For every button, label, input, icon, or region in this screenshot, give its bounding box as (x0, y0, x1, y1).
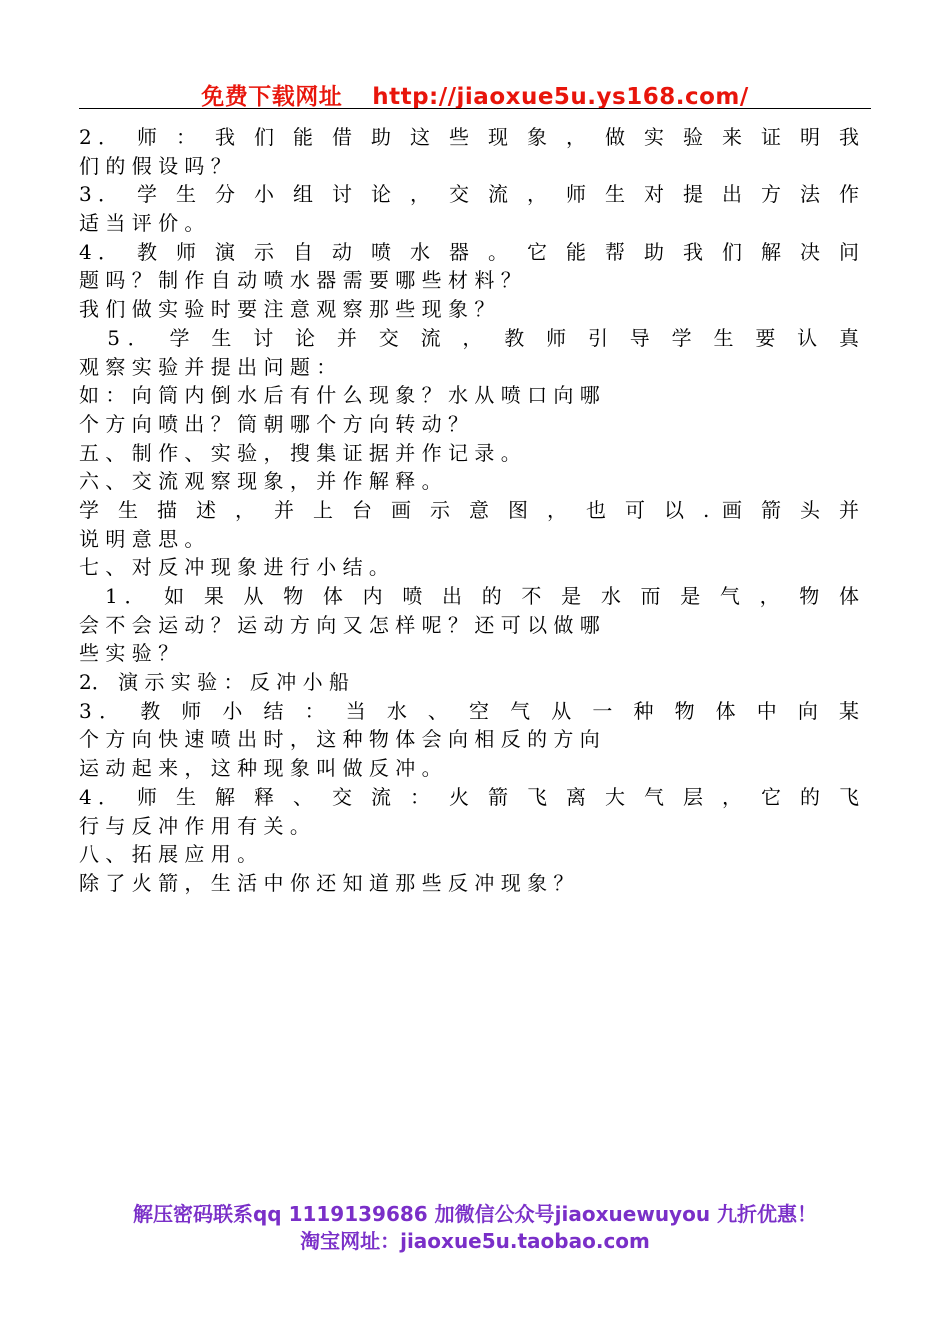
text-line (79, 840, 859, 869)
download-header (0, 78, 950, 111)
text-line-content: 行 与 反 冲 作 用 有 关 。 (79, 813, 310, 838)
text-line-content: 运 动 起 来 ， 这 种 现 象 叫 做 反 冲 。 (79, 756, 442, 781)
text-line (79, 180, 859, 209)
text-line (79, 324, 859, 353)
text-line (79, 496, 859, 525)
text-line-content: 五 、 制 作 、 实 验 ， 搜 集 证 据 并 作 记 录 。 (79, 440, 521, 465)
text-line (79, 697, 859, 726)
footer-shop-link[interactable]: 淘宝网址：jiaoxue5u.taobao.com (300, 1229, 650, 1253)
text-line-content: 5． 学 生 讨 论 并 交 流 ， 教 师 引 导 学 生 要 认 真 (79, 325, 859, 350)
text-line (79, 754, 859, 783)
text-line (79, 410, 859, 439)
text-line (79, 353, 859, 382)
text-line (79, 381, 859, 410)
text-line (79, 783, 859, 812)
text-line-content: 2． 师 ： 我 们 能 借 助 这 些 现 象 ， 做 实 验 来 证 明 我 (79, 125, 859, 149)
text-line-content: 们 的 假 设 吗 ？ (79, 153, 231, 178)
text-line-content: 个 方 向 快 速 喷 出 时 ， 这 种 物 体 会 向 相 反 的 方 向 (79, 727, 600, 752)
text-line (79, 123, 859, 152)
text-line-content: 七 、 对 反 冲 现 象 进 行 小 结 。 (79, 555, 389, 580)
text-line (79, 467, 859, 496)
text-line (79, 869, 859, 898)
text-line (79, 238, 859, 267)
header-url-link[interactable]: http://jiaoxue5u.ys168.com/ (372, 84, 749, 110)
text-line-content: 个 方 向 喷 出 ？ 筒 朝 哪 个 方 向 转 动 ？ (79, 411, 469, 436)
text-line (79, 639, 859, 668)
text-line (79, 812, 859, 841)
text-line-content: 学 生 描 述 ， 并 上 台 画 示 意 图 ， 也 可 以 . 画 箭 头 并 (79, 497, 859, 522)
text-line-content: 六 、 交 流 观 察 现 象 ， 并 作 解 释 。 (79, 469, 442, 494)
text-line-content: 题 吗 ？ 制 作 自 动 喷 水 器 需 要 哪 些 材 料 ？ (79, 268, 521, 293)
text-line-content: 会 不 会 运 动 ？ 运 动 方 向 又 怎 样 呢 ？ 还 可 以 做 哪 (79, 612, 600, 637)
text-line-content: 八 、 拓 展 应 用 。 (79, 842, 258, 867)
text-line (79, 725, 859, 754)
text-line (79, 525, 859, 554)
header-divider (79, 108, 871, 109)
text-line-content: 4． 教 师 演 示 自 动 喷 水 器 。 它 能 帮 助 我 们 解 决 问 (79, 239, 859, 264)
text-line (79, 209, 859, 238)
text-line (79, 295, 859, 324)
text-line (79, 266, 859, 295)
text-line (79, 553, 859, 582)
text-line-content: 如 ： 向 筒 内 倒 水 后 有 什 么 现 象 ？ 水 从 喷 口 向 哪 (79, 383, 600, 408)
header-label: 免费下载网址 (201, 84, 343, 110)
text-line (79, 152, 859, 181)
text-line (79, 668, 859, 697)
text-line-content: 些 实 验 ？ (79, 641, 179, 666)
lesson-body-text (79, 123, 859, 898)
text-line-content: 2． 演 示 实 验 ： 反 冲 小 船 (79, 670, 349, 695)
text-line-content: 3． 学 生 分 小 组 讨 论 ， 交 流 ， 师 生 对 提 出 方 法 作 (79, 182, 859, 207)
text-line (79, 582, 859, 611)
text-line (79, 611, 859, 640)
text-line-content: 观 察 实 验 并 提 出 问 题 ： (79, 354, 337, 379)
text-line (79, 439, 859, 468)
text-line-content: 除 了 火 箭 ， 生 活 中 你 还 知 道 那 些 反 冲 现 象 ？ (79, 870, 574, 895)
text-line-content: 我 们 做 实 验 时 要 注 意 观 察 那 些 现 象 ？ (79, 297, 495, 322)
text-line-content: 适 当 评 价 。 (79, 211, 205, 236)
footer-contact-line: 解压密码联系qq 1119139686 加微信公众号jiaoxuewuyou 九折优惠！ (132, 1202, 818, 1226)
text-line-content: 说 明 意 思 。 (79, 526, 205, 551)
text-line-content: 1． 如 果 从 物 体 内 喷 出 的 不 是 水 而 是 气 ， 物 体 (79, 584, 859, 608)
text-line-content: 3． 教 师 小 结 ： 当 水 、 空 气 从 一 种 物 体 中 向 某 (79, 698, 859, 723)
text-line-content: 4． 师 生 解 释 、 交 流 ： 火 箭 飞 离 大 气 层 ， 它 的 飞 (79, 784, 859, 809)
